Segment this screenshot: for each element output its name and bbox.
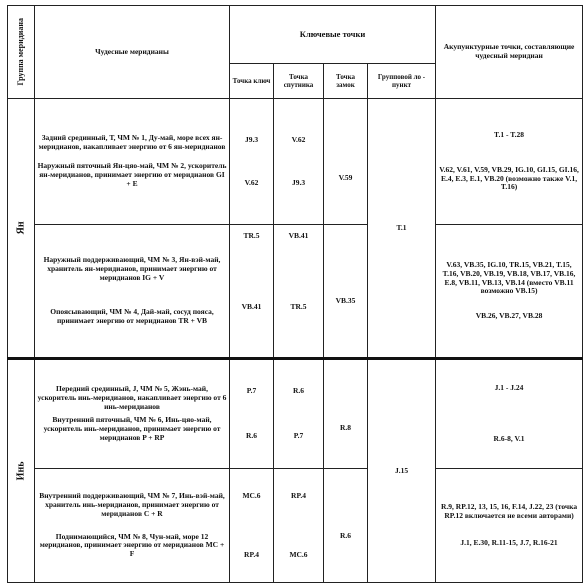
meridian-cell <box>35 359 230 469</box>
key-point: VB.41 <box>241 301 262 311</box>
partner-point-cell <box>274 225 324 359</box>
acu-points: V.63, VB.35, IG.10, TR.15, VB.21, T.15, T.16, VB.20, VB.19, VB.18, VB.17, VB.16, E.8, VB.11, VB.13, VB.14 (вместо VB.11 возможно VB.15) <box>442 259 576 296</box>
partner-point: TR.5 <box>290 301 307 311</box>
group-yang-label: Ян <box>15 221 27 235</box>
header-point-partner: Точка спутника <box>274 64 324 99</box>
header-acu: Акупунктурные точки, составляющие чудесный меридиан <box>436 6 583 99</box>
key-point-cell <box>230 469 274 583</box>
acu-points-cell <box>436 225 583 359</box>
acu-points-cell <box>436 99 583 225</box>
header-meridians: Чудесные меридианы <box>35 6 230 99</box>
meridian-cell <box>35 99 230 225</box>
key-point: RP.4 <box>244 549 259 559</box>
partner-point-cell <box>274 469 324 583</box>
lock-point-cell <box>324 469 368 583</box>
meridian-cell <box>35 225 230 359</box>
lock-point: R.6 <box>339 531 352 541</box>
group-lo-yang: T.1 <box>368 99 436 359</box>
partner-point: VB.41 <box>288 231 309 240</box>
lock-point-cell <box>324 225 368 359</box>
meridian-name: Внутренний пяточный, ЧМ № 6, Инь-цяо-май, ускоритель инь-меридианов, принимает энергию от меридианов P + RP <box>43 415 221 442</box>
header-point-lock: Точка замок <box>324 64 368 99</box>
acu-points-cell <box>436 469 583 583</box>
partner-point: R.6 <box>292 386 305 396</box>
group-yang-cell <box>8 99 35 359</box>
lock-point: V.59 <box>338 173 353 183</box>
lock-point: VB.35 <box>335 295 356 305</box>
key-point: TR.5 <box>243 231 260 240</box>
meridian-name: Наружный пяточный Ян-цяо-май, ЧМ № 2, ускоритель ян-меридианов, принимает энергию от меридианов GI + E <box>37 161 227 188</box>
table-row <box>8 359 583 469</box>
partner-point: RP.4 <box>291 490 306 500</box>
key-point: J9.3 <box>244 134 259 144</box>
header-point-key: Точка ключ <box>230 64 274 99</box>
acu-points: R.9, RP.12, 13, 15, 16, F.14, J.22, 23 (точка RP.12 включается не всеми авторами) <box>441 502 578 521</box>
header-group-cell <box>8 6 35 99</box>
key-point-cell <box>230 225 274 359</box>
header-group-lo: Групповой ло - пункт <box>368 64 436 99</box>
table-row <box>8 469 583 583</box>
key-point: V.62 <box>244 177 259 187</box>
partner-point: V.62 <box>291 134 306 144</box>
acu-points: J.1, E.30, R.11-15, J.7, R.16-21 <box>460 537 558 547</box>
lock-point: R.8 <box>339 422 352 432</box>
meridian-name: Задний срединный, Т, ЧМ № 1, Ду-май, море всех ян-меридианов, накапливает энергию от 6 ян-меридианов <box>38 133 226 152</box>
meridian-name: Передний срединный, J, ЧМ № 5, Жэнь-май, ускоритель инь-меридианов, накапливает энергию от 6 инь-меридианов <box>37 384 227 412</box>
partner-point-cell <box>274 99 324 225</box>
key-point: MC.6 <box>242 490 261 500</box>
acu-points-cell <box>436 359 583 469</box>
partner-point: MC.6 <box>289 549 308 559</box>
meridian-table <box>7 5 583 583</box>
acu-points: V.62, V.61, V.59, VB.29, IG.10, GI.15, GI.16, E.4, E.3, E.1, VB.20 (возможно также V.1, T.16) <box>439 164 579 192</box>
acu-points: T.1 - T.28 <box>494 129 525 139</box>
lock-point-cell <box>324 359 368 469</box>
meridian-name: Опоясывающий, ЧМ № 4, Дай-май, сосуд пояса, принимает энергию от меридианов TR + VB <box>50 307 214 326</box>
lock-point-cell <box>324 99 368 225</box>
partner-point-cell <box>274 359 324 469</box>
table-row <box>8 99 583 225</box>
group-yin-label: Инь <box>15 461 27 481</box>
meridian-name: Внутренний поддерживающий, ЧМ № 7, Инь-вэй-май, хранитель инь-меридианов, принимает энергию от меридианов C + R <box>39 490 225 518</box>
key-point-cell <box>230 99 274 225</box>
partner-point: J9.3 <box>291 177 306 187</box>
header-key-points: Ключевые точки <box>230 6 436 64</box>
acu-points: VB.26, VB.27, VB.28 <box>475 311 543 321</box>
table-row <box>8 225 583 359</box>
acu-points: J.1 - J.24 <box>494 383 524 393</box>
meridian-name: Поднимающийся, ЧМ № 8, Чун-май, море 12 меридианов, принимает энергию от меридианов MC + F <box>39 531 225 559</box>
header-row <box>8 6 583 64</box>
key-point: P.7 <box>246 386 257 396</box>
meridian-name: Наружный поддерживающий, ЧМ № 3, Ян-вэй-май, хранитель ян-меридианов, принимает энергию от меридианов IG + V <box>43 254 221 282</box>
acu-points: R.6-8, V.1 <box>493 434 525 443</box>
header-group: Группа меридиана <box>16 18 26 86</box>
partner-point: P.7 <box>293 431 304 440</box>
meridian-cell <box>35 469 230 583</box>
group-yin-cell <box>8 359 35 583</box>
key-point-cell <box>230 359 274 469</box>
group-lo-yin: J.15 <box>368 359 436 583</box>
key-point: R.6 <box>245 431 258 440</box>
